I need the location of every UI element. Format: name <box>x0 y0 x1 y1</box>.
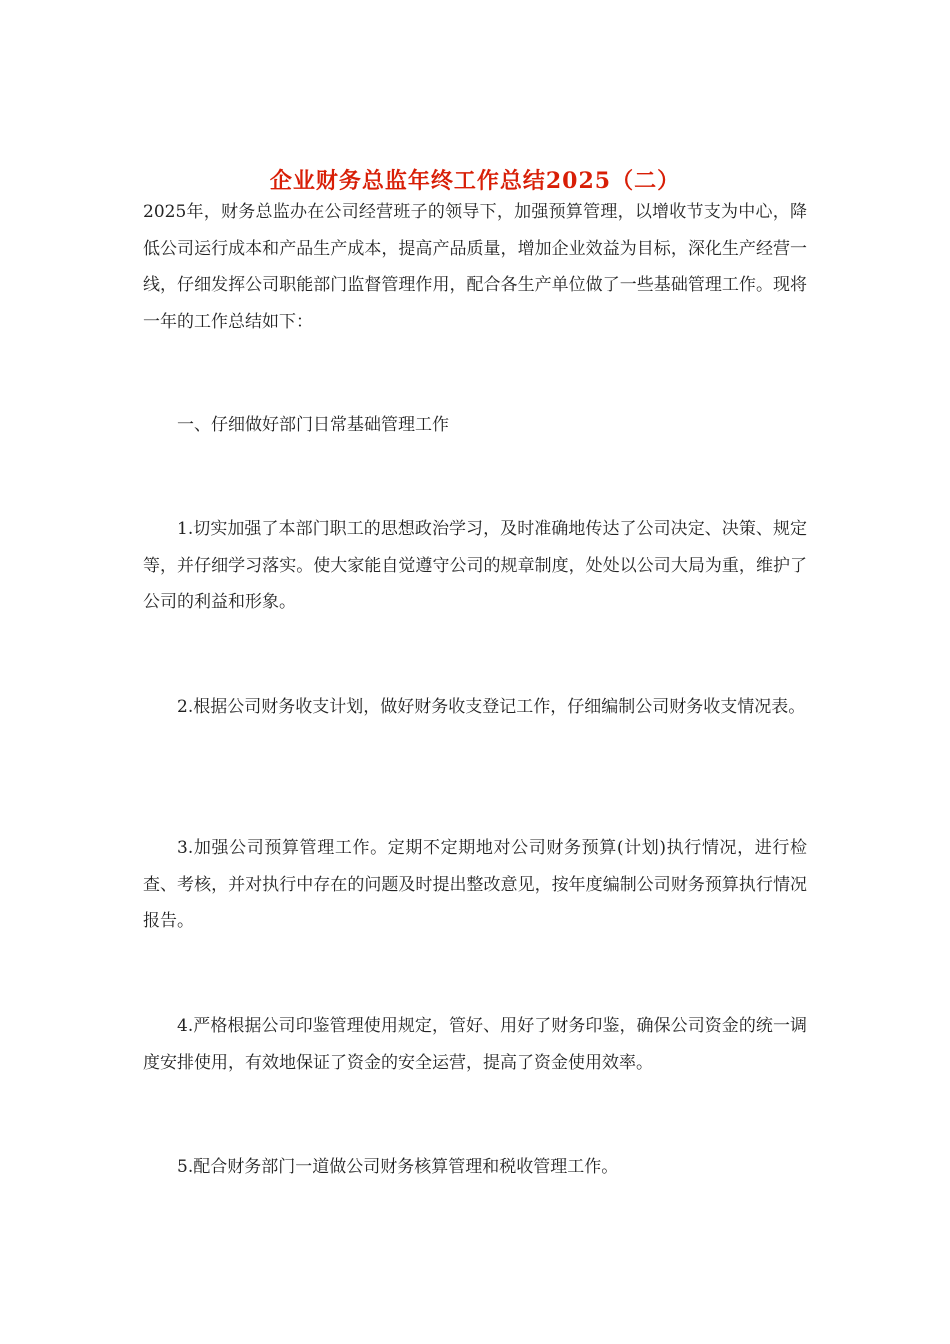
list-item-4: 4.严格根据公司印鉴管理使用规定，管好、用好了财务印鉴，确保公司资金的统一调度安排使用，有效地保证了资金的安全运营，提高了资金使用效率。 <box>143 1016 807 1073</box>
list-item-2: 2.根据公司财务收支计划，做好财务收支登记工作，仔细编制公司财务收支情况表。 <box>177 697 806 717</box>
list-item-1: 1.切实加强了本部门职工的思想政治学习，及时准确地传达了公司决定、决策、规定等，并仔细学习落实。使大家能自觉遵守公司的规章制度，处处以公司大局为重，维护了公司的利益和形象。 <box>143 519 807 612</box>
list-item-3: 3.加强公司预算管理工作。定期不定期地对公司财务预算(计划)执行情况，进行检查、考核，并对执行中存在的问题及时提出整改意见，按年度编制公司财务预算执行情况报告。 <box>143 838 807 931</box>
section-heading: 一、仔细做好部门日常基础管理工作 <box>177 415 449 435</box>
document-title: 企业财务总监年终工作总结2025（二） <box>269 167 681 194</box>
intro-paragraph: 2025年，财务总监办在公司经营班子的领导下，加强预算管理，以增收节支为中心，降低公司运行成本和产品生产成本，提高产品质量，增加企业效益为目标，深化生产经营一线，仔细发挥公司职能部门监督管理作用，配合各生产单位做了一些基础管理工作。现将一年的工作总结如下： <box>143 202 807 332</box>
list-item-5: 5.配合财务部门一道做公司财务核算管理和税收管理工作。 <box>177 1157 619 1177</box>
